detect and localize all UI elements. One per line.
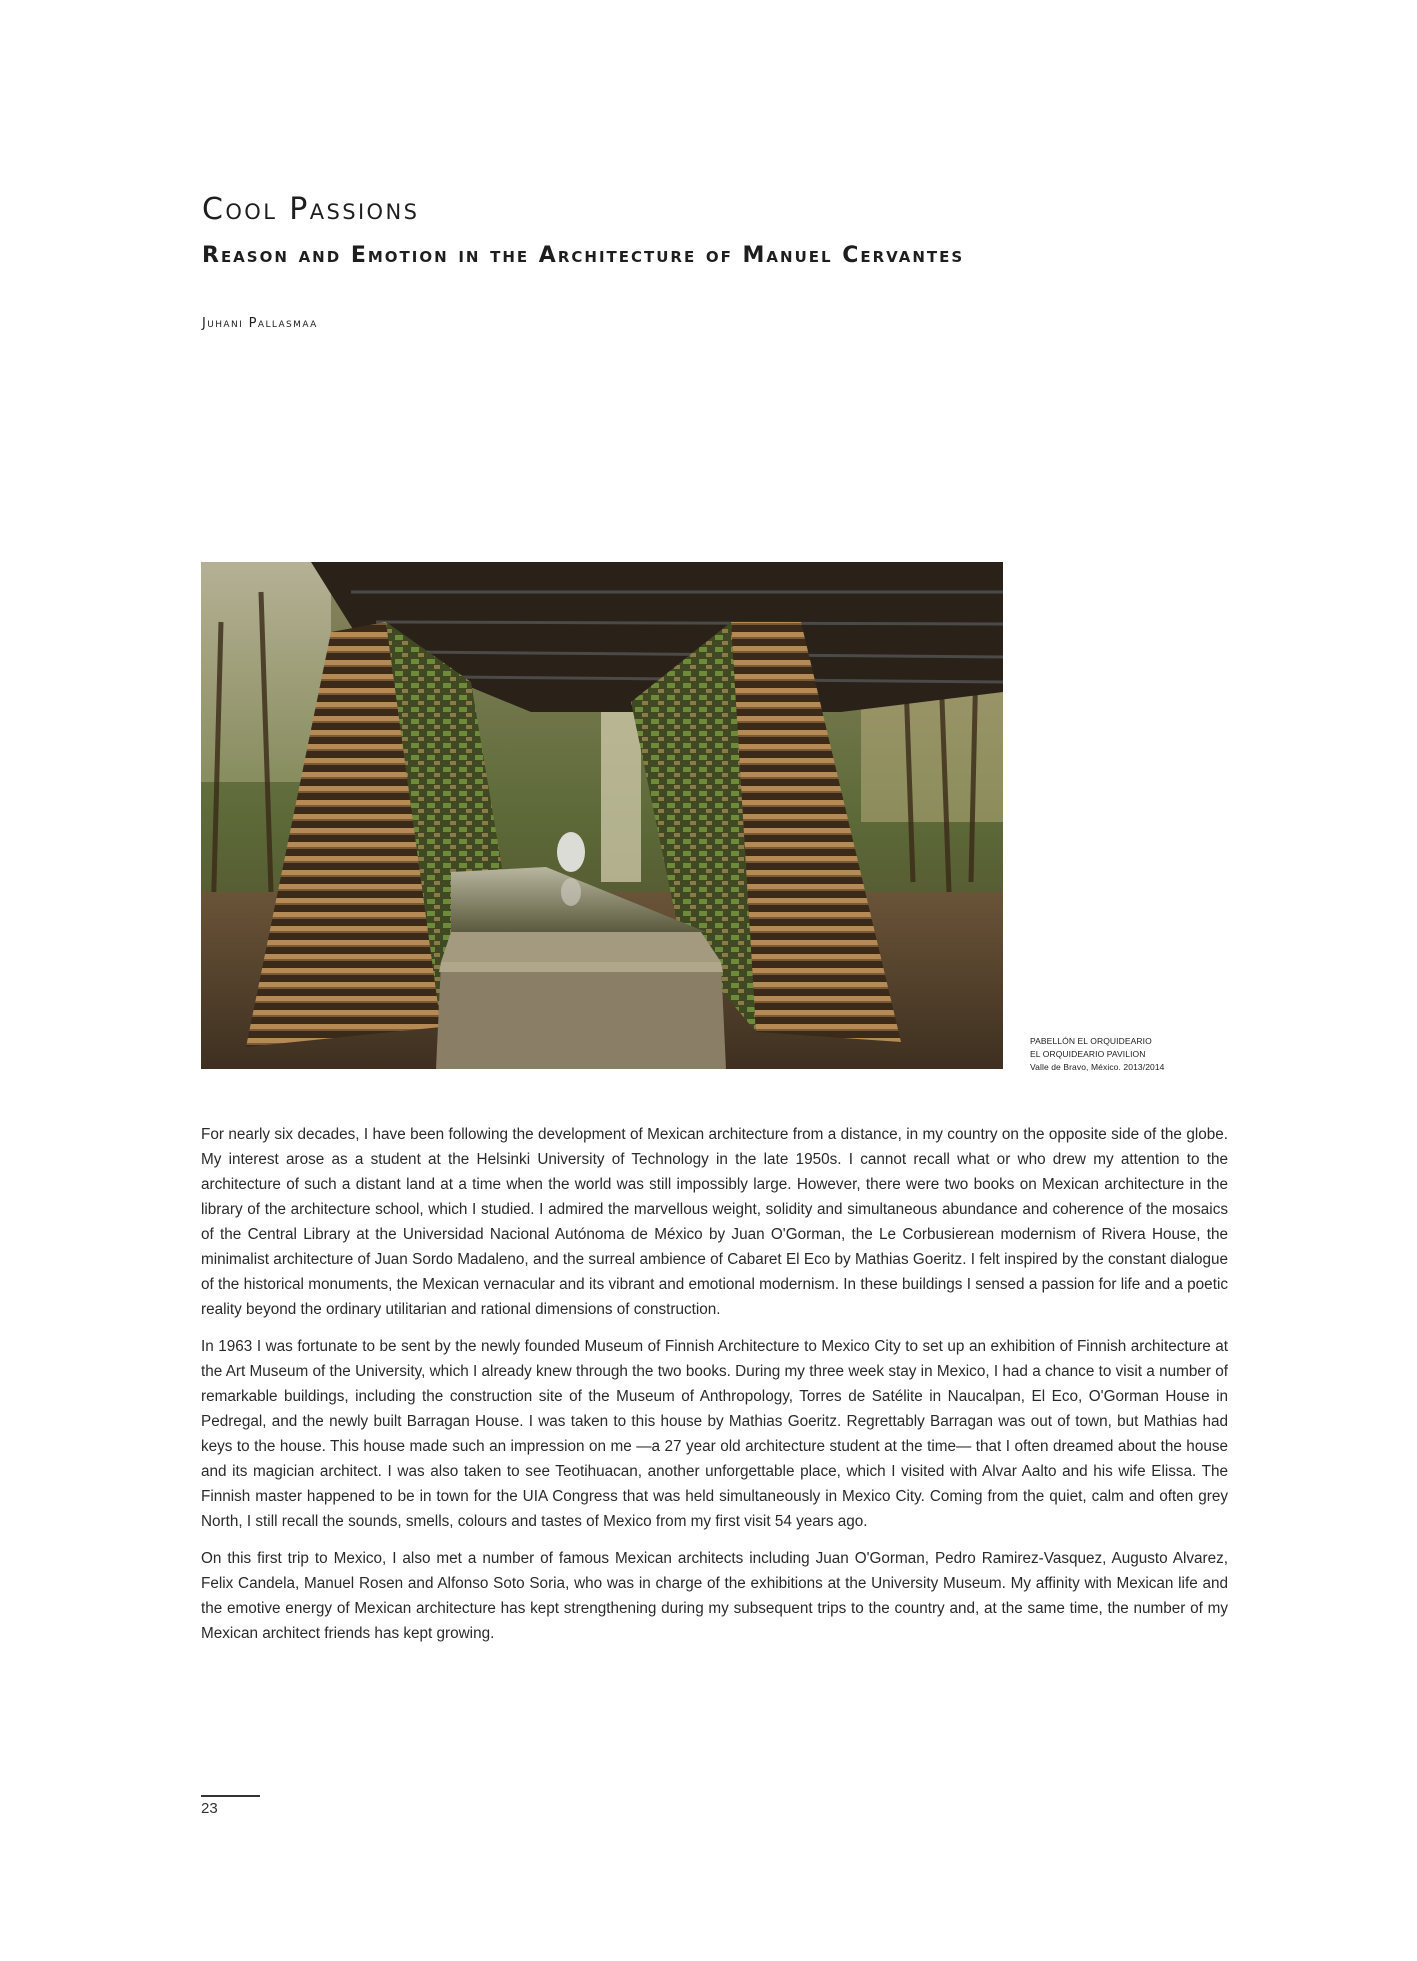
author-name: Juhani Pallasmaa [202,316,318,331]
paragraph-1: For nearly six decades, I have been following the development of Mexican architecture from a distance, in my country on the opposite side of the globe. My interest arose as a student at the Helsinki University of Technology in the late 1950s. I cannot recall what or who drew my attention to the architecture of such a distant land at a time when the world was still impossibly large. However, there were two books on Mexican architecture in the library of the architecture school, which I studied. I admired the marvellous weight, solidity and simultaneous abundance and coherence of the mosaics of the Central Library at the Universidad Nacional Autónoma de México by Juan O'Gorman, the Le Corbusierean modernism of Rivera House, the minimalist architecture of Juan Sordo Madaleno, and the surreal ambience of Cabaret El Eco by Mathias Goeritz. I felt inspired by the constant dialogue of the historical monuments, the Mexican vernacular and its vibrant and emotional modernism. In these buildings I sensed a passion for life and a poetic reality beyond the ordinary utilitarian and rational dimensions of construction. [201,1126,1228,1318]
caption-line-1: PABELLÓN EL ORQUIDEARIO [1030,1036,1152,1046]
caption-line-2: EL ORQUIDEARIO PAVILION [1030,1049,1146,1059]
article-title: Cool Passions [202,192,420,227]
article-body [201,1122,1228,1658]
pavilion-photo [201,562,1003,1069]
caption-line-3: Valle de Bravo, México. 2013/2014 [1030,1062,1165,1072]
page-number: 23 [201,1800,218,1817]
photo-caption [1030,1035,1165,1074]
article-subtitle: Reason and Emotion in the Architecture of Manuel Cervantes [202,243,965,268]
paragraph-2: In 1963 I was fortunate to be sent by the newly founded Museum of Finnish Architecture to Mexico City to set up an exhibition of Finnish architecture at the Art Museum of the University, which I already knew through the two books. During my three week stay in Mexico, I had a chance to visit a number of remarkable buildings, including the construction site of the Museum of Anthropology, Torres de Satélite in Naucalpan, El Eco, O'Gorman House in Pedregal, and the newly built Barragan House. I was taken to this house by Mathias Goeritz. Regrettably Barragan was out of town, but Mathias had keys to the house. This house made such an impression on me —a 27 year old architecture student at the time— that I often dreamed about the house and its magician architect. I was also taken to see Teotihuacan, another unforgettable place, which I visited with Alvar Aalto and his wife Elissa. The Finnish master happened to be in town for the UIA Congress that was held simultaneously in Mexico City. Coming from the quiet, calm and often grey North, I still recall the sounds, smells, colours and tastes of Mexico from my first visit 54 years ago. [201,1338,1228,1530]
paragraph-3: On this first trip to Mexico, I also met a number of famous Mexican architects including Juan O'Gorman, Pedro Ramirez-Vasquez, Augusto Alvarez, Felix Candela, Manuel Rosen and Alfonso Soto Soria, who was in charge of the exhibitions at the University Museum. My affinity with Mexican life and the emotive energy of Mexican architecture has kept strengthening during my subsequent trips to the country and, at the same time, the number of my Mexican architect friends has kept growing. [201,1550,1228,1642]
footer-rule [201,1795,260,1797]
